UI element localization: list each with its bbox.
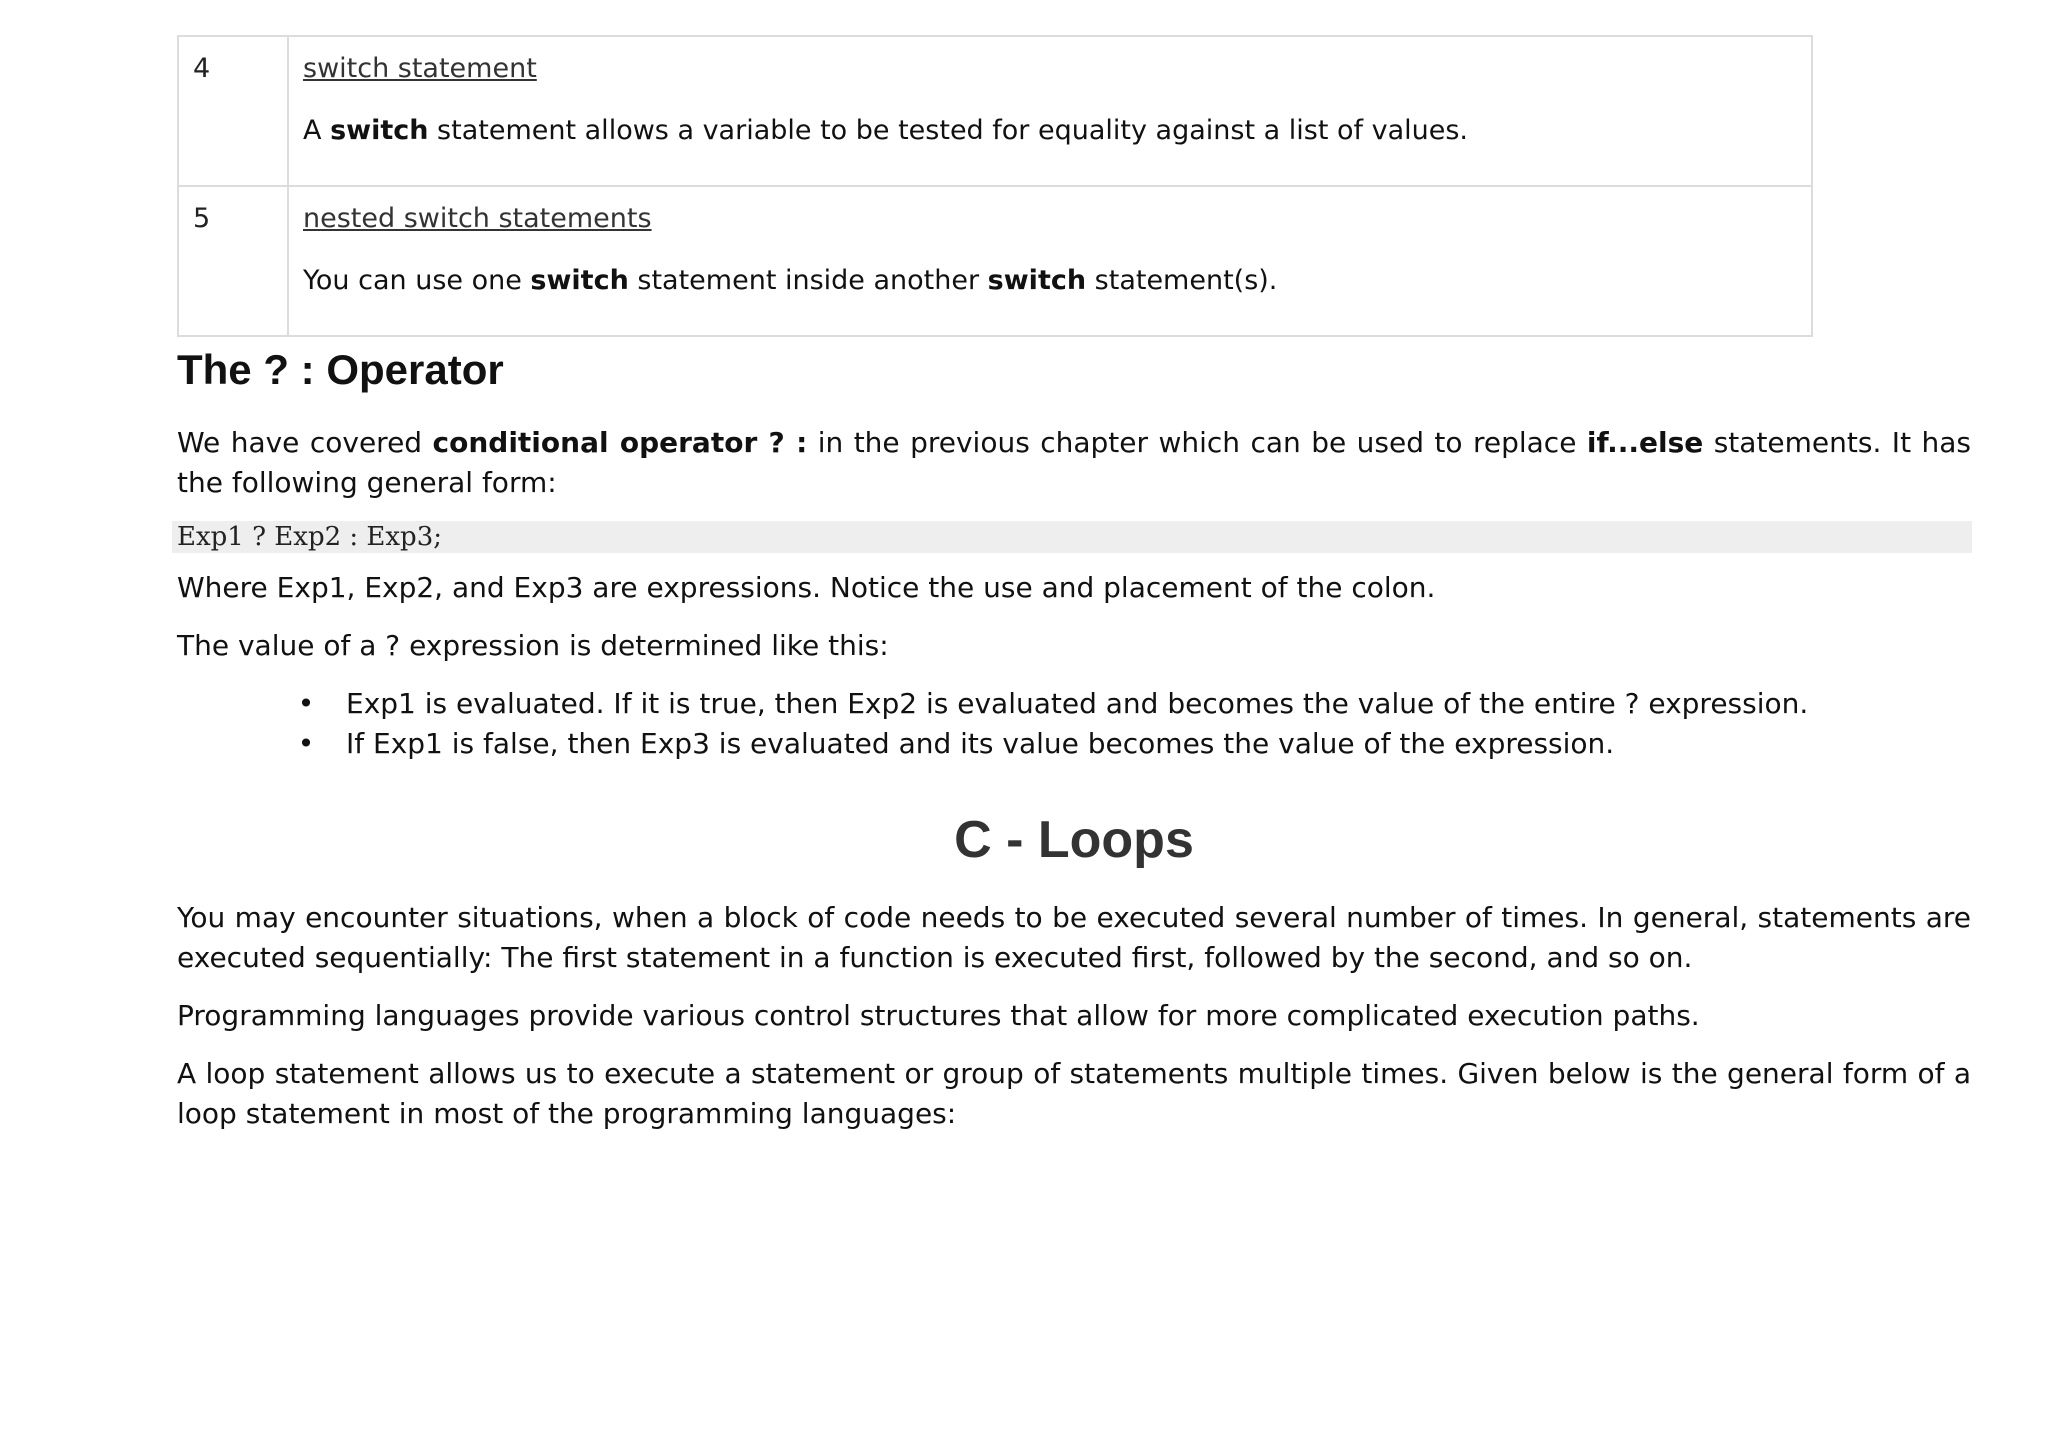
table-row: [178, 36, 1812, 186]
desc-text: statement(s).: [1086, 265, 1278, 296]
list-item: [296, 684, 1986, 724]
list-item: [296, 724, 1986, 764]
keyword-switch: switch: [330, 115, 429, 146]
bullet-icon: •: [297, 687, 315, 720]
row-description: [303, 113, 1797, 149]
keyword-if-else: if...else: [1586, 426, 1704, 459]
code-block: Exp1 ? Exp2 : Exp3;: [172, 521, 1972, 553]
row-description: [303, 263, 1797, 299]
list-item-text: Exp1 is evaluated. If it is true, then Exp2 is evaluated and becomes the value of the entire ? expression.: [346, 687, 1809, 720]
loops-paragraph-1: You may encounter situations, when a block of code needs to be executed several number of times. In general, statements are executed sequentially: The first statement in a function is executed first, followed by the second, and so on.: [177, 901, 1971, 974]
ternary-intro: [177, 423, 1971, 503]
nested-switch-link[interactable]: nested switch statements: [303, 203, 652, 234]
switch-statement-link[interactable]: switch statement: [303, 53, 537, 84]
intro-text: in the previous chapter which can be used to replace: [807, 426, 1587, 459]
where-paragraph: Where Exp1, Exp2, and Exp3 are expressions. Notice the use and placement of the colon.: [177, 571, 1436, 604]
ternary-heading: The ? : Operator: [177, 346, 504, 393]
table-row: [178, 186, 1812, 336]
intro-text: We have covered: [177, 426, 433, 459]
bullet-icon: •: [297, 727, 315, 760]
value-intro-paragraph: The value of a ? expression is determined like this:: [177, 629, 889, 662]
row-number: 5: [178, 186, 288, 336]
intro-text: statements. It has the following general form:: [177, 426, 1971, 499]
list-item-text: If Exp1 is false, then Exp3 is evaluated and its value becomes the value of the expression.: [346, 727, 1615, 760]
desc-text: statement inside another: [628, 265, 988, 296]
desc-text: statement allows a variable to be tested for equality against a list of values.: [428, 115, 1468, 146]
keyword-switch: switch: [530, 265, 629, 296]
loops-heading: C - Loops: [954, 811, 1194, 869]
loops-paragraph-3: A loop statement allows us to execute a statement or group of statements multiple times. Given below is the general form of a loop statement in most of the programming languages:: [177, 1057, 1971, 1130]
desc-text: You can use one: [303, 265, 531, 296]
row-number: 4: [178, 36, 288, 186]
desc-text: A: [303, 115, 331, 146]
row-content: [288, 36, 1812, 186]
row-content: [288, 186, 1812, 336]
loops-paragraph-2: Programming languages provide various control structures that allow for more complicated execution paths.: [177, 999, 1700, 1032]
evaluation-list: [296, 684, 1986, 764]
keyword-conditional-operator: conditional operator ? :: [432, 426, 808, 459]
keyword-switch: switch: [987, 265, 1087, 296]
statements-table: [177, 35, 1813, 337]
